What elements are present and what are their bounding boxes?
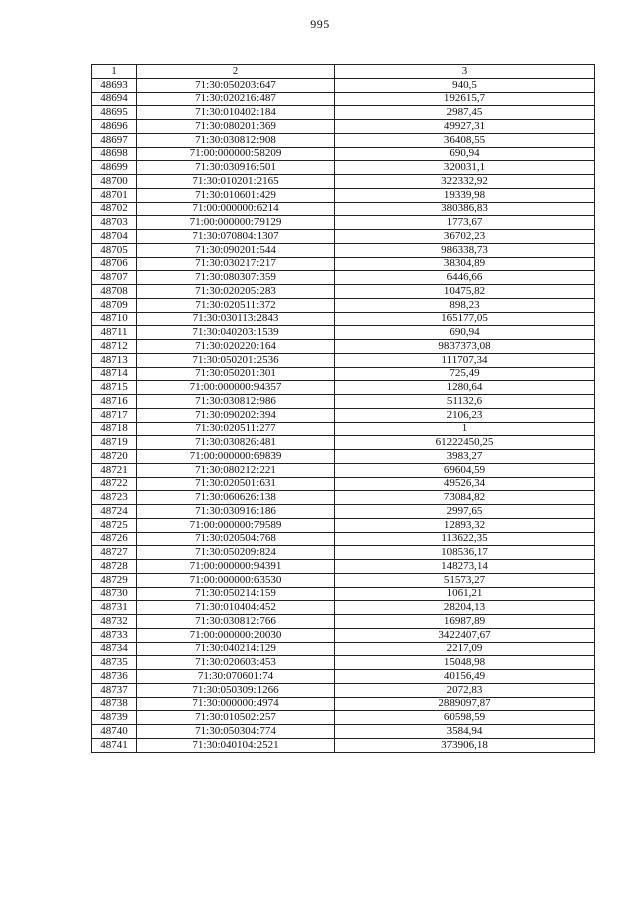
value-cell: 12893,32 [335, 518, 595, 532]
cadastral-number-cell: 71:00:000000:94391 [137, 560, 335, 574]
cadastral-number-cell: 71:30:070601:74 [137, 670, 335, 684]
value-cell: 19339,98 [335, 188, 595, 202]
table-row [92, 175, 595, 189]
value-cell: 51573,27 [335, 573, 595, 587]
cadastral-number-cell: 71:30:040104:2521 [137, 738, 335, 752]
table-header-row [92, 65, 595, 79]
row-number-cell: 48708 [92, 285, 137, 299]
value-cell: 2106,23 [335, 408, 595, 422]
value-cell: 322332,92 [335, 175, 595, 189]
table-row [92, 257, 595, 271]
row-number-cell: 48732 [92, 615, 137, 629]
cadastral-number-cell: 71:30:040214:129 [137, 642, 335, 656]
row-number-cell: 48704 [92, 230, 137, 244]
row-number-cell: 48724 [92, 505, 137, 519]
table-row [92, 326, 595, 340]
value-cell: 690,94 [335, 326, 595, 340]
table-row [92, 161, 595, 175]
value-cell: 2217,09 [335, 642, 595, 656]
table-row [92, 353, 595, 367]
row-number-cell: 48722 [92, 477, 137, 491]
table-row [92, 670, 595, 684]
table-body [92, 78, 595, 752]
cadastral-number-cell: 71:30:010201:2165 [137, 175, 335, 189]
row-number-cell: 48726 [92, 532, 137, 546]
cadastral-number-cell: 71:30:020220:164 [137, 340, 335, 354]
cadastral-number-cell: 71:30:050203:647 [137, 78, 335, 92]
value-cell: 2889097,87 [335, 697, 595, 711]
table-row [92, 615, 595, 629]
value-cell: 165177,05 [335, 312, 595, 326]
value-cell: 3983,27 [335, 450, 595, 464]
table-row [92, 243, 595, 257]
row-number-cell: 48718 [92, 422, 137, 436]
row-number-cell: 48737 [92, 683, 137, 697]
value-cell: 16987,89 [335, 615, 595, 629]
row-number-cell: 48731 [92, 601, 137, 615]
cadastral-number-cell: 71:30:030916:501 [137, 161, 335, 175]
table-row [92, 202, 595, 216]
value-cell: 373906,18 [335, 738, 595, 752]
table-row [92, 683, 595, 697]
cadastral-number-cell: 71:30:030916:186 [137, 505, 335, 519]
cadastral-number-cell: 71:30:090201:544 [137, 243, 335, 257]
table-row [92, 216, 595, 230]
cadastral-number-cell: 71:00:000000:94357 [137, 381, 335, 395]
value-cell: 986338,73 [335, 243, 595, 257]
table-row [92, 312, 595, 326]
table-row [92, 656, 595, 670]
cadastral-number-cell: 71:30:090202:394 [137, 408, 335, 422]
row-number-cell: 48710 [92, 312, 137, 326]
table-row [92, 436, 595, 450]
table-row [92, 518, 595, 532]
row-number-cell: 48728 [92, 560, 137, 574]
row-number-cell: 48725 [92, 518, 137, 532]
cadastral-number-cell: 71:30:020511:277 [137, 422, 335, 436]
column-header-1: 1 [92, 65, 137, 79]
value-cell: 1061,21 [335, 587, 595, 601]
row-number-cell: 48738 [92, 697, 137, 711]
cadastral-number-cell: 71:30:030812:766 [137, 615, 335, 629]
value-cell: 40156,49 [335, 670, 595, 684]
row-number-cell: 48735 [92, 656, 137, 670]
table-row [92, 408, 595, 422]
value-cell: 1280,64 [335, 381, 595, 395]
row-number-cell: 48705 [92, 243, 137, 257]
cadastral-number-cell: 71:30:050309:1266 [137, 683, 335, 697]
cadastral-number-cell: 71:30:020501:631 [137, 477, 335, 491]
table-row [92, 298, 595, 312]
cadastral-number-cell: 71:30:080212:221 [137, 463, 335, 477]
value-cell: 2987,45 [335, 106, 595, 120]
row-number-cell: 48714 [92, 367, 137, 381]
row-number-cell: 48729 [92, 573, 137, 587]
table-row [92, 367, 595, 381]
row-number-cell: 48698 [92, 147, 137, 161]
row-number-cell: 48712 [92, 340, 137, 354]
row-number-cell: 48707 [92, 271, 137, 285]
cadastral-number-cell: 71:30:050201:301 [137, 367, 335, 381]
cadastral-number-cell: 71:30:010402:184 [137, 106, 335, 120]
table-row [92, 491, 595, 505]
table-row [92, 450, 595, 464]
table-row [92, 381, 595, 395]
row-number-cell: 48741 [92, 738, 137, 752]
table-row [92, 477, 595, 491]
cadastral-number-cell: 71:30:020504:768 [137, 532, 335, 546]
value-cell: 2997,65 [335, 505, 595, 519]
value-cell: 1 [335, 422, 595, 436]
value-cell: 36408,55 [335, 133, 595, 147]
value-cell: 320031,1 [335, 161, 595, 175]
row-number-cell: 48716 [92, 395, 137, 409]
value-cell: 28204,13 [335, 601, 595, 615]
row-number-cell: 48709 [92, 298, 137, 312]
row-number-cell: 48693 [92, 78, 137, 92]
cadastral-number-cell: 71:30:050201:2536 [137, 353, 335, 367]
value-cell: 49526,34 [335, 477, 595, 491]
value-cell: 1773,67 [335, 216, 595, 230]
cadastral-number-cell: 71:30:000000:4974 [137, 697, 335, 711]
row-number-cell: 48697 [92, 133, 137, 147]
value-cell: 6446,66 [335, 271, 595, 285]
row-number-cell: 48734 [92, 642, 137, 656]
cadastral-number-cell: 71:00:000000:79129 [137, 216, 335, 230]
cadastral-number-cell: 71:30:020603:453 [137, 656, 335, 670]
cadastral-number-cell: 71:30:050209:824 [137, 546, 335, 560]
value-cell: 2072,83 [335, 683, 595, 697]
value-cell: 690,94 [335, 147, 595, 161]
table-row [92, 463, 595, 477]
value-cell: 192615,7 [335, 92, 595, 106]
cadastral-number-cell: 71:30:050304:774 [137, 725, 335, 739]
row-number-cell: 48736 [92, 670, 137, 684]
row-number-cell: 48719 [92, 436, 137, 450]
table-row [92, 642, 595, 656]
cadastral-number-cell: 71:30:010404:452 [137, 601, 335, 615]
value-cell: 725,49 [335, 367, 595, 381]
table-row [92, 560, 595, 574]
table-row [92, 147, 595, 161]
value-cell: 60598,59 [335, 711, 595, 725]
row-number-cell: 48715 [92, 381, 137, 395]
table-row [92, 697, 595, 711]
value-cell: 9837373,08 [335, 340, 595, 354]
row-number-cell: 48733 [92, 628, 137, 642]
cadastral-number-cell: 71:30:060626:138 [137, 491, 335, 505]
table-row [92, 628, 595, 642]
table-row [92, 601, 595, 615]
cadastral-number-cell: 71:30:030812:908 [137, 133, 335, 147]
table-row [92, 422, 595, 436]
data-table [91, 64, 595, 753]
cadastral-number-cell: 71:30:010601:429 [137, 188, 335, 202]
cadastral-number-cell: 71:30:030812:986 [137, 395, 335, 409]
table-row [92, 78, 595, 92]
row-number-cell: 48721 [92, 463, 137, 477]
cadastral-number-cell: 71:30:040203:1539 [137, 326, 335, 340]
value-cell: 61222450,25 [335, 436, 595, 450]
value-cell: 38304,89 [335, 257, 595, 271]
table-row [92, 505, 595, 519]
value-cell: 49927,31 [335, 120, 595, 134]
table-row [92, 546, 595, 560]
value-cell: 113622,35 [335, 532, 595, 546]
cadastral-number-cell: 71:00:000000:20030 [137, 628, 335, 642]
row-number-cell: 48717 [92, 408, 137, 422]
row-number-cell: 48713 [92, 353, 137, 367]
value-cell: 940,5 [335, 78, 595, 92]
cadastral-number-cell: 71:30:080307:359 [137, 271, 335, 285]
row-number-cell: 48739 [92, 711, 137, 725]
row-number-cell: 48700 [92, 175, 137, 189]
cadastral-number-cell: 71:00:000000:63530 [137, 573, 335, 587]
cadastral-number-cell: 71:30:010502:257 [137, 711, 335, 725]
table-row [92, 340, 595, 354]
table-row [92, 271, 595, 285]
row-number-cell: 48723 [92, 491, 137, 505]
row-number-cell: 48701 [92, 188, 137, 202]
table-row [92, 285, 595, 299]
value-cell: 3584,94 [335, 725, 595, 739]
row-number-cell: 48727 [92, 546, 137, 560]
row-number-cell: 48706 [92, 257, 137, 271]
cadastral-number-cell: 71:00:000000:79589 [137, 518, 335, 532]
row-number-cell: 48702 [92, 202, 137, 216]
cadastral-number-cell: 71:30:050214:159 [137, 587, 335, 601]
row-number-cell: 48696 [92, 120, 137, 134]
value-cell: 15048,98 [335, 656, 595, 670]
value-cell: 898,23 [335, 298, 595, 312]
row-number-cell: 48730 [92, 587, 137, 601]
cadastral-number-cell: 71:30:030113:2843 [137, 312, 335, 326]
cadastral-number-cell: 71:00:000000:58209 [137, 147, 335, 161]
value-cell: 51132,6 [335, 395, 595, 409]
table-row [92, 573, 595, 587]
value-cell: 36702,23 [335, 230, 595, 244]
table-row [92, 133, 595, 147]
cadastral-number-cell: 71:30:080201:369 [137, 120, 335, 134]
page-number: 995 [310, 17, 330, 31]
row-number-cell: 48694 [92, 92, 137, 106]
value-cell: 69604,59 [335, 463, 595, 477]
table-row [92, 711, 595, 725]
table-row [92, 587, 595, 601]
cadastral-number-cell: 71:30:020511:372 [137, 298, 335, 312]
value-cell: 108536,17 [335, 546, 595, 560]
table-row [92, 92, 595, 106]
cadastral-number-cell: 71:30:030217:217 [137, 257, 335, 271]
value-cell: 148273,14 [335, 560, 595, 574]
table-row [92, 106, 595, 120]
row-number-cell: 48699 [92, 161, 137, 175]
table-row [92, 738, 595, 752]
cadastral-number-cell: 71:30:030826:481 [137, 436, 335, 450]
row-number-cell: 48720 [92, 450, 137, 464]
cadastral-number-cell: 71:00:000000:69839 [137, 450, 335, 464]
row-number-cell: 48695 [92, 106, 137, 120]
value-cell: 73084,82 [335, 491, 595, 505]
table-row [92, 230, 595, 244]
table-row [92, 188, 595, 202]
value-cell: 380386,83 [335, 202, 595, 216]
value-cell: 10475,82 [335, 285, 595, 299]
value-cell: 111707,34 [335, 353, 595, 367]
cadastral-number-cell: 71:30:070804:1307 [137, 230, 335, 244]
row-number-cell: 48703 [92, 216, 137, 230]
table-row [92, 532, 595, 546]
cadastral-number-cell: 71:00:000000:6214 [137, 202, 335, 216]
cadastral-number-cell: 71:30:020216:487 [137, 92, 335, 106]
row-number-cell: 48711 [92, 326, 137, 340]
column-header-3: 3 [335, 65, 595, 79]
row-number-cell: 48740 [92, 725, 137, 739]
value-cell: 3422407,67 [335, 628, 595, 642]
table-row [92, 725, 595, 739]
column-header-2: 2 [137, 65, 335, 79]
table-row [92, 395, 595, 409]
table-row [92, 120, 595, 134]
cadastral-number-cell: 71:30:020205:283 [137, 285, 335, 299]
